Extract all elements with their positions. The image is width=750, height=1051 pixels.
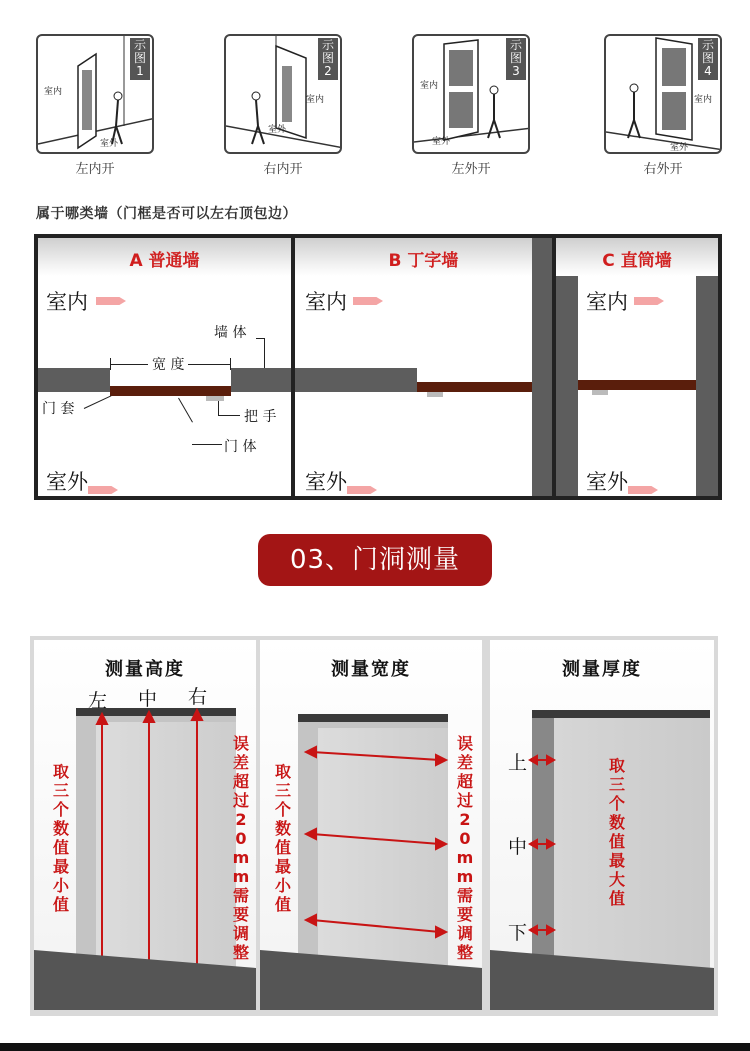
door-body-label: 门 体 bbox=[224, 439, 257, 455]
indoor-arrow-icon bbox=[96, 297, 126, 305]
measure-thickness-panel bbox=[490, 640, 714, 1010]
outdoor-label: 室外 bbox=[100, 139, 119, 149]
wall-panel-t-shaped bbox=[295, 238, 552, 496]
panel-title: A 普通墙 bbox=[129, 251, 200, 271]
door-type-caption: 左外开 bbox=[451, 162, 491, 177]
door-number-tag: 示 图 2 bbox=[318, 38, 338, 80]
left-side-wall bbox=[556, 276, 578, 496]
right-side-wall bbox=[696, 276, 718, 496]
take-maximum-note: 取 三 个 数 值 最 大 值 bbox=[608, 756, 625, 908]
panel-title: C 直筒墙 bbox=[602, 251, 672, 271]
outdoor-label: 室外 bbox=[432, 137, 451, 147]
right-wall bbox=[231, 368, 291, 392]
measure-height-panel bbox=[34, 640, 256, 1010]
leader-line bbox=[84, 395, 112, 409]
handle-label: 把 手 bbox=[244, 409, 277, 425]
handle-icon bbox=[592, 390, 608, 395]
indoor-arrow-icon bbox=[353, 297, 383, 305]
leader-line bbox=[264, 338, 265, 368]
section-title: 03、门洞测量 bbox=[258, 534, 492, 586]
door-number-tag: 示 图 1 bbox=[130, 38, 150, 80]
panel-title: 测量厚度 bbox=[562, 659, 642, 680]
indoor-label: 室内 bbox=[420, 81, 439, 91]
leader-line bbox=[218, 401, 219, 415]
handle-icon bbox=[427, 392, 443, 397]
measure-width-panel bbox=[260, 640, 482, 1010]
outdoor-label: 室外 bbox=[46, 470, 88, 494]
door-body bbox=[578, 380, 696, 390]
wall-types-figure bbox=[34, 234, 722, 500]
left-wall bbox=[295, 368, 417, 392]
right-position-label: 右 bbox=[188, 686, 208, 708]
door-illustration-card bbox=[224, 34, 342, 154]
left-position-label: 左 bbox=[88, 690, 108, 712]
outdoor-label: 室外 bbox=[305, 470, 347, 494]
door-type-caption: 左内开 bbox=[75, 162, 115, 177]
wall-panel-straight bbox=[556, 238, 718, 496]
width-label: 宽 度 bbox=[148, 354, 188, 374]
outdoor-arrow-icon bbox=[347, 486, 377, 494]
door-illustration-card bbox=[36, 34, 154, 154]
door-body bbox=[110, 386, 231, 396]
door-type-caption: 右外开 bbox=[643, 162, 683, 177]
side-wall bbox=[532, 238, 552, 496]
take-minimum-note: 取 三 个 数 值 最 小 值 bbox=[52, 762, 69, 914]
outdoor-arrow-icon bbox=[628, 486, 658, 494]
door-number-tag: 示 图 4 bbox=[698, 38, 718, 80]
leader-line bbox=[192, 444, 222, 445]
indoor-label: 室内 bbox=[305, 290, 347, 314]
door-body bbox=[417, 382, 532, 392]
tolerance-note: 误 差 超 过 2 0 m m 需 要 调 整 bbox=[232, 734, 250, 962]
panel-title: B 丁字墙 bbox=[388, 251, 459, 271]
door-illustration-card bbox=[412, 34, 530, 154]
leader-line bbox=[218, 415, 240, 416]
dimension-tick bbox=[110, 358, 111, 370]
outdoor-label: 室外 bbox=[268, 125, 287, 135]
left-wall bbox=[38, 368, 110, 392]
bottom-position-label: 下 bbox=[508, 922, 528, 944]
door-illustration-card bbox=[604, 34, 722, 154]
take-minimum-note: 取 三 个 数 值 最 小 值 bbox=[274, 762, 291, 914]
indoor-label: 室内 bbox=[44, 87, 63, 97]
top-position-label: 上 bbox=[508, 752, 528, 774]
door-cover-label: 门 套 bbox=[42, 401, 75, 417]
wall-body-label: 墙 体 bbox=[214, 325, 247, 341]
panel-title: 测量高度 bbox=[105, 659, 185, 680]
indoor-label: 室内 bbox=[46, 290, 88, 314]
middle-position-label: 中 bbox=[508, 836, 528, 858]
door-number-tag: 示 图 3 bbox=[506, 38, 526, 80]
panel-title: 测量宽度 bbox=[331, 659, 411, 680]
wall-type-question: 属于哪类墙（门框是否可以左右顶包边） bbox=[36, 206, 297, 222]
indoor-arrow-icon bbox=[634, 297, 664, 305]
outdoor-label: 室外 bbox=[670, 143, 689, 153]
outdoor-arrow-icon bbox=[88, 486, 118, 494]
bottom-divider bbox=[0, 1043, 750, 1051]
leader-line bbox=[256, 338, 264, 339]
indoor-label: 室内 bbox=[586, 290, 628, 314]
handle-icon bbox=[206, 396, 224, 401]
dimension-tick bbox=[230, 358, 231, 370]
door-type-caption: 右内开 bbox=[263, 162, 303, 177]
wall-panel-normal bbox=[38, 238, 291, 496]
leader-line bbox=[178, 398, 193, 423]
indoor-label: 室内 bbox=[694, 95, 713, 105]
indoor-label: 室内 bbox=[306, 95, 325, 105]
outdoor-label: 室外 bbox=[586, 470, 628, 494]
middle-position-label: 中 bbox=[138, 688, 158, 710]
tolerance-note: 误 差 超 过 2 0 m m 需 要 调 整 bbox=[456, 734, 474, 962]
